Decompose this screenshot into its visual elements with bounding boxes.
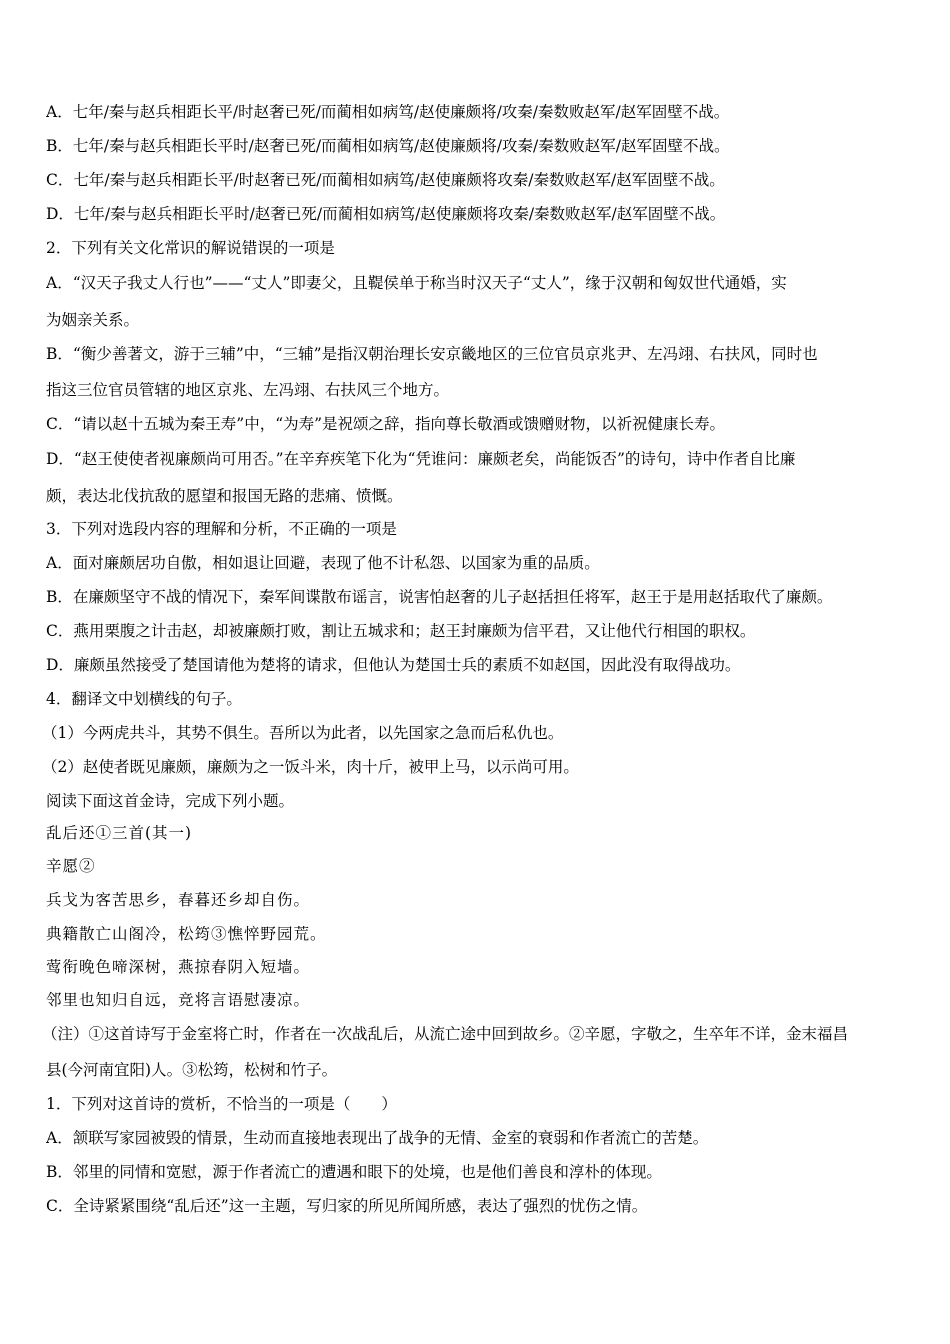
- q3-option-a: A．面对廉颇居功自傲，相如退让回避，表现了他不计私怨、以国家为重的品质。: [46, 554, 600, 572]
- q2-option-b-line1: B．“衡少善著文，游于三辅”中，“三辅”是指汉朝治理长安京畿地区的三位官员京兆尹、左冯翊、右扶风，同时也: [46, 345, 818, 363]
- poem-q1-option-c: C．全诗紧紧围绕“乱后还”这一主题，写归家的所见所闻所感，表达了强烈的忧伤之情。: [46, 1197, 648, 1215]
- poem-line-4: 邻里也知归自远，竞将言语慰凄凉。: [46, 991, 311, 1009]
- poem-line-2: 典籍散亡山阁冷，松筠③憔悴野园荒。: [46, 925, 327, 943]
- poem-q1-option-a: A．颔联写家园被毁的情景，生动而直接地表现出了战争的无情、金室的衰弱和作者流亡的苦楚。: [46, 1129, 709, 1147]
- q2-option-a-line1: A．“汉天子我丈人行也”——“丈人”即妻父，且鞮侯单于称当时汉天子“丈人”，缘于汉朝和匈奴世代通婚，实: [46, 274, 787, 292]
- q4-sentence-2: （2）赵使者既见廉颇，廉颇为之一饭斗米，肉十斤，被甲上马，以示尚可用。: [42, 758, 579, 776]
- q1-option-c: C．七年/秦与赵兵相距长平/时赵奢已死/而蔺相如病笃/赵使廉颇将攻秦/秦数败赵军/赵军固壁不战。: [46, 171, 725, 189]
- poem-q1-stem: 1．下列对这首诗的赏析，不恰当的一项是（ ）: [46, 1095, 397, 1113]
- q3-stem: 3．下列对选段内容的理解和分析，不正确的一项是: [46, 520, 397, 538]
- q3-option-b: B．在廉颇坚守不战的情况下，秦军间谍散布谣言，说害怕赵奢的儿子赵括担任将军，赵王于是用赵括取代了廉颇。: [46, 588, 833, 606]
- q4-stem: 4．翻译文中划横线的句子。: [46, 690, 242, 708]
- q1-option-a: A．七年/秦与赵兵相距长平/时赵奢已死/而蔺相如病笃/赵使廉颇将/攻秦/秦数败赵军/赵军固壁不战。: [46, 103, 730, 121]
- poem-line-3: 莺衔晚色啼深树，燕掠春阴入短墙。: [46, 958, 311, 976]
- q4-sentence-1: （1）今两虎共斗，其势不俱生。吾所以为此者，以先国家之急而后私仇也。: [42, 724, 564, 742]
- q2-option-d-line1: D．“赵王使使者视廉颇尚可用否。”在辛弃疾笔下化为“凭谁问：廉颇老矣，尚能饭否”的诗句，诗中作者自比廉: [46, 450, 796, 468]
- poem-title: 乱后还①三首(其一): [46, 824, 193, 842]
- q2-option-d-line2: 颇，表达北伐抗敌的愿望和报国无路的悲痛、愤慨。: [46, 487, 403, 505]
- poem-intro: 阅读下面这首金诗，完成下列小题。: [46, 792, 295, 810]
- poem-note-line1: （注）①这首诗写于金室将亡时，作者在一次战乱后，从流亡途中回到故乡。②辛愿，字敬之，生卒年不详，金末福昌: [42, 1025, 849, 1043]
- q3-option-d: D．廉颇虽然接受了楚国请他为楚将的请求，但他认为楚国士兵的素质不如赵国，因此没有取得战功。: [46, 656, 741, 674]
- q2-option-a-line2: 为姻亲关系。: [46, 311, 140, 329]
- q3-option-c: C．燕用栗腹之计击赵，却被廉颇打败，割让五城求和；赵王封廉颇为信平君，又让他代行相国的职权。: [46, 622, 756, 640]
- poem-q1-option-b: B．邻里的同情和宽慰，源于作者流亡的遭遇和眼下的处境，也是他们善良和淳朴的体现。: [46, 1163, 662, 1181]
- q1-option-b: B．七年/秦与赵兵相距长平时/赵奢已死/而蔺相如病笃/赵使廉颇将/攻秦/秦数败赵军/赵军固壁不战。: [46, 137, 730, 155]
- q1-option-d: D．七年/秦与赵兵相距长平时/赵奢已死/而蔺相如病笃/赵使廉颇将攻秦/秦数败赵军/赵军固壁不战。: [46, 205, 726, 223]
- poem-author: 辛愿②: [46, 857, 96, 875]
- q2-option-b-line2: 指这三位官员管辖的地区京兆、左冯翊、右扶风三个地方。: [46, 381, 450, 399]
- q2-stem: 2．下列有关文化常识的解说错误的一项是: [46, 239, 335, 257]
- poem-line-1: 兵戈为客苦思乡，春暮还乡却自伤。: [46, 891, 311, 909]
- q2-option-c: C．“请以赵十五城为秦王寿”中，“为寿”是祝颂之辞，指向尊长敬酒或馈赠财物，以祈祝健康长寿。: [46, 415, 726, 433]
- poem-note-line2: 县(今河南宜阳)人。③松筠，松树和竹子。: [46, 1061, 338, 1079]
